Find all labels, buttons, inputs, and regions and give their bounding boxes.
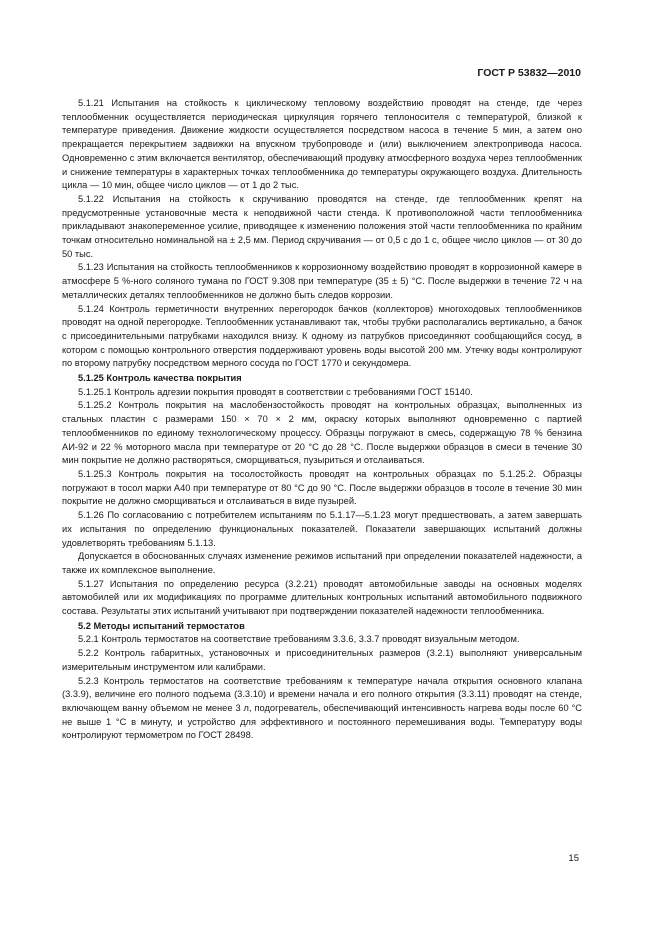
page-number: 15: [568, 853, 579, 864]
paragraph-5-1-23: 5.1.23 Испытания на стойкость теплообменников к коррозионному воздействию проводят в коррозионной камере в атмосфере 5 %-ного соляного тумана по ГОСТ 9.308 при температуре (35 ± 5) °С. После выдержки в течение 72 ч на металлических деталях теплообменников не должно быть следов коррозии.: [62, 262, 582, 300]
paragraph-5-2-3: 5.2.3 Контроль термостатов на соответствие требованиям к температуре начала открытия основного клапана (3.3.9), величине его полного подъема (3.3.10) и времени начала и его полного открытия (3.3.11) проводят на стенде, включающем ванну объемом не менее 3 л, подогреватель, обеспечивающий интенсивность нагрева воды после 60 °С не выше 1 °С в минуту, и устройство для эффективного и постоянного перемешивания воды. Температуру воды контролируют термометром по ГОСТ 28498.: [62, 675, 582, 741]
document-header: ГОСТ Р 53832—2010: [477, 67, 581, 79]
paragraph-5-1-26: 5.1.26 По согласованию с потребителем испытаниям по 5.1.17—5.1.23 могут предшествовать, а затем завершать их испытания по определению функциональных показателей. Показатели завершающих испытаний должны удовлетворять требованиям 5.1.13.: [62, 510, 582, 548]
paragraph-5-2-1: 5.2.1 Контроль термостатов на соответствие требованиям 3.3.6, 3.3.7 проводят визуальным методом.: [78, 634, 520, 645]
paragraph-5-1-24: 5.1.24 Контроль герметичности внутренних перегородок бачков (коллекторов) многоходовых теплообменников проводят на одной перегородке. Теплообменник устанавливают так, чтобы трубки располагались вертикально, а бачок с присоединительными патрубками находился внизу. К одному из патрубков присоединяют сообщающийся сосуд, в котором с помощью контрольного отверстия поддерживают уровень воды высотой 200 мм. Утечку воды контролируют по второму патрубку посредством мерного сосуда по ГОСТ 1770 и секундомера.: [62, 303, 582, 369]
paragraph-5-1-22: 5.1.22 Испытания на стойкость к скручиванию проводятся на стенде, где теплообменник крепят на предусмотренные установочные места к неподвижной части стенда. К противоположной части теплообменника прикладывают знакопеременное усилие, приводящее к изменению положения этой части теплообменника по крайним точкам относительно номинальной на ± 2,5 мм. Период скручивания — от 0,5 с до 1 с, общее число циклов — от 30 до 50 тыс.: [62, 193, 582, 259]
heading-5-2: 5.2 Методы испытаний термостатов: [78, 620, 245, 631]
paragraph-5-1-27: 5.1.27 Испытания по определению ресурса (3.2.21) проводят автомобильные заводы на основных моделях автомобилей или их модификациях по программе длительных контрольных испытаний автомобильного подвижного состава. Результаты этих испытаний учитывают при подтверждении показателей надежности теплообменника.: [62, 578, 582, 617]
heading-5-1-25: 5.1.25 Контроль качества покрытия: [78, 373, 242, 384]
paragraph-5-1-26-note: Допускается в обоснованных случаях изменение режимов испытаний при определении показателей надежности, а также их комплексное выполнение.: [62, 551, 582, 575]
paragraph-5-1-25-1: 5.1.25.1 Контроль адгезии покрытия проводят в соответствии с требованиями ГОСТ 15140.: [78, 386, 473, 397]
document-body: [62, 97, 582, 743]
paragraph-5-2-2: 5.2.2 Контроль габаритных, установочных и присоединительных размеров (3.2.1) выполняют универсальным измерительным инструментом или калибрами.: [62, 648, 582, 672]
paragraph-5-1-25-3: 5.1.25.3 Контроль покрытия на тосолостойкость проводят на контрольных образцах по 5.1.25.2. Образцы погружают в тосол марки А40 при температуре от 80 °С до 90 °С. После выдержки образцов в тосоле в течение 30 мин покрытие не должно сморщиваться и отслаиваться в виде пузырей.: [62, 468, 582, 507]
paragraph-5-1-25-2: 5.1.25.2 Контроль покрытия на маслобензостойкость проводят на контрольных образцах, выполненных из стальных пластин с размерами 150 × 70 × 2 мм, окраску которых выполняют одновременно с партией теплообменников по единому технологическому процессу. Образцы погружают в смесь, содержащую 78 % бензина АИ-92 и 22 % моторного масла при температуре от 20 °С до 28 °С. После выдержки образцов в смеси в течение 30 мин покрытие не должно растворяться, сморщиваться, пузыриться и отслаиваться.: [62, 400, 582, 466]
paragraph-5-1-21: 5.1.21 Испытания на стойкость к циклическому тепловому воздействию проводят на стенде, где через теплообменник осуществляется периодическая циркуляция горячего теплоносителя с температурой, близкой к температуре приведения. Движение жидкости осуществляется посредством насоса в течение 5 мин, а затем оно прекращается перекрытием задвижки на впускном трубопроводе и (или) выключением электропривода насоса. Одновременно с этим включается вентилятор, обеспечивающий продувку атмосферного воздуха через теплообменник и снижение температуры в характерных точках теплообменника до температуры окружающего воздуха. Длительность цикла — 10 мин, общее число циклов — от 1 до 2 тыс.: [62, 98, 582, 191]
